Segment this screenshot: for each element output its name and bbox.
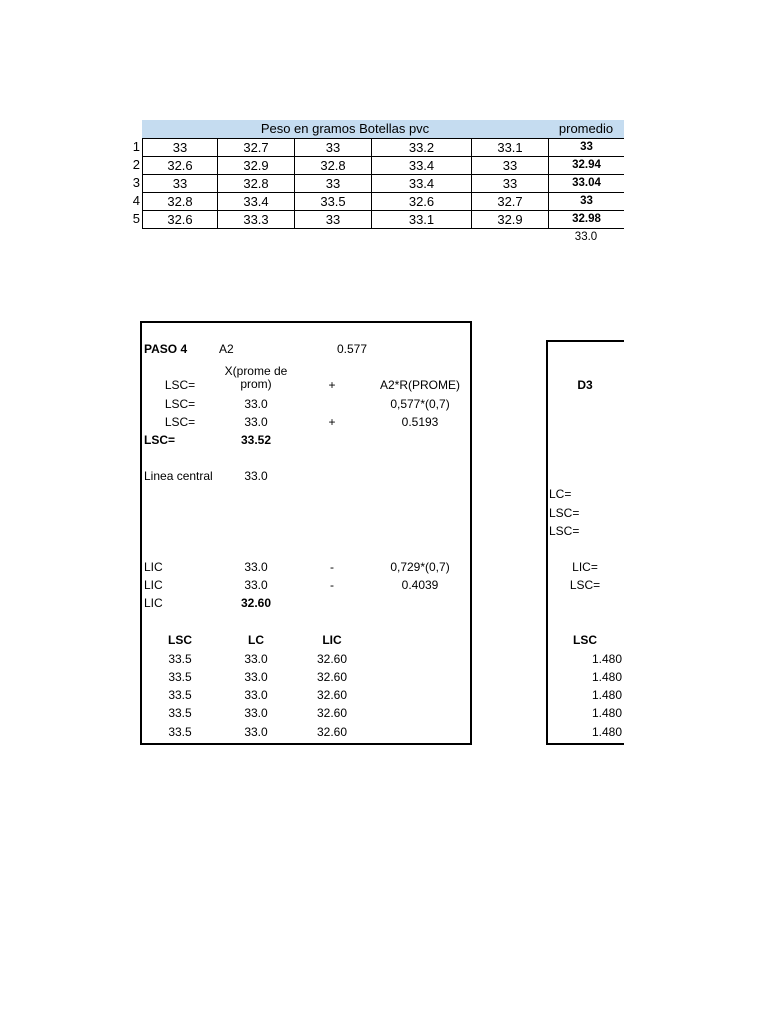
a2-label: A2: [219, 342, 234, 356]
table-row: [143, 193, 625, 211]
table-row: [143, 175, 625, 193]
weight-cell[interactable]: 33: [472, 157, 549, 175]
weight-cell[interactable]: 32.9: [218, 157, 295, 175]
average-cell[interactable]: 33: [549, 139, 625, 157]
weight-cell[interactable]: 33: [295, 175, 372, 193]
table-row: [143, 211, 625, 229]
weight-cell[interactable]: 33: [295, 211, 372, 229]
weight-cell[interactable]: 33.3: [218, 211, 295, 229]
lc-cell: 33.0: [244, 688, 268, 702]
table-row: [143, 139, 625, 157]
x-value: 33.0: [244, 560, 268, 574]
lc-cell: 33.0: [244, 652, 268, 666]
weight-cell[interactable]: 33.4: [218, 193, 295, 211]
lic-cell: 32.60: [316, 688, 348, 702]
lic-cell: 32.60: [316, 725, 348, 739]
x-value: 33.0: [244, 578, 268, 592]
paso-title: PASO 4: [144, 342, 188, 356]
average-cell[interactable]: 32.94: [549, 157, 625, 175]
lsc-label: LSC=: [549, 524, 580, 538]
center-line-label: Linea central: [144, 469, 213, 483]
lsc-cell: 33.5: [168, 670, 192, 684]
x-value: 33.0: [244, 415, 268, 429]
weight-cell[interactable]: 33.5: [295, 193, 372, 211]
lic-label: LIC: [144, 560, 163, 574]
table-row: [143, 157, 625, 175]
row-number: 5: [132, 211, 140, 226]
x-prom-line-1: X(prome de: [224, 364, 288, 378]
lsc-label: LSC=: [164, 378, 196, 392]
lc-cell: 33.0: [244, 706, 268, 720]
col-header-lc: LC: [248, 633, 264, 647]
lsc-label: LSC=: [164, 397, 196, 411]
lic-label: LIC: [144, 596, 163, 610]
row-number: 1: [132, 139, 140, 154]
lsc-label: LSC=: [144, 433, 176, 447]
x-value: 33.0: [244, 397, 268, 411]
weight-cell[interactable]: 32.8: [295, 157, 372, 175]
formula-value: 0,577*(0,7): [390, 397, 450, 411]
lsc-result: 33.52: [240, 433, 272, 447]
minus-sign: -: [330, 578, 334, 592]
lsc-cell: 33.5: [168, 706, 192, 720]
lsc-cell: 33.5: [168, 688, 192, 702]
lc-cell: 33.0: [244, 670, 268, 684]
row-number: 3: [132, 175, 140, 190]
lsc-label: LSC=: [164, 415, 196, 429]
formula-header: A2*R(PROME): [379, 378, 460, 392]
formula-value: 0.4039: [401, 578, 439, 592]
weight-cell[interactable]: 32.6: [143, 157, 218, 175]
lc-cell: 33.0: [244, 725, 268, 739]
lsc-label: LSC=: [549, 506, 580, 520]
col-header-lsc: LSC: [573, 633, 597, 647]
lsc-cell: 1.480: [591, 688, 622, 702]
lc-label: LC=: [549, 487, 572, 501]
d3-label: D3: [577, 378, 593, 392]
x-prom-line-2: prom): [240, 377, 272, 391]
weight-cell[interactable]: 32.9: [472, 211, 549, 229]
weight-cell[interactable]: 33.2: [372, 139, 472, 157]
weight-cell[interactable]: 32.6: [143, 211, 218, 229]
center-line-value: 33.0: [244, 469, 268, 483]
x-prom-header: [215, 365, 297, 391]
col-header-lic: LIC: [322, 633, 342, 647]
weight-cell[interactable]: 32.8: [143, 193, 218, 211]
weight-cell[interactable]: 33.1: [372, 211, 472, 229]
average-cell[interactable]: 33: [549, 193, 625, 211]
weight-cell[interactable]: 33.1: [472, 139, 549, 157]
average-cell[interactable]: 33.04: [549, 175, 625, 193]
weight-cell[interactable]: 33: [143, 175, 218, 193]
lic-label: LIC: [144, 578, 163, 592]
weight-cell[interactable]: 33: [143, 139, 218, 157]
weight-cell[interactable]: 33: [472, 175, 549, 193]
lic-cell: 32.60: [316, 670, 348, 684]
lic-cell: 32.60: [316, 652, 348, 666]
lsc-cell: 1.480: [591, 706, 622, 720]
plus-sign: +: [328, 378, 336, 392]
lsc-cell: 33.5: [168, 725, 192, 739]
table-title: Peso en gramos Botellas pvc: [260, 121, 430, 136]
formula-value: 0,729*(0,7): [390, 560, 450, 574]
weight-cell[interactable]: 32.7: [218, 139, 295, 157]
grand-average: 33.0: [574, 231, 598, 243]
average-cell[interactable]: 32.98: [549, 211, 625, 229]
lsc-cell: 1.480: [591, 670, 622, 684]
lsc-cell: 33.5: [168, 652, 192, 666]
formula-value: 0.5193: [401, 415, 439, 429]
weight-cell[interactable]: 33.4: [372, 157, 472, 175]
lsc-cell: 1.480: [591, 652, 622, 666]
lic-cell: 32.60: [316, 706, 348, 720]
a2-value: 0.577: [337, 342, 368, 356]
average-header: promedio: [558, 121, 614, 136]
lic-label: LIC=: [572, 560, 598, 574]
weight-cell[interactable]: 32.6: [372, 193, 472, 211]
plus-sign: +: [328, 415, 336, 429]
lic-result: 32.60: [240, 596, 272, 610]
col-header-lsc: LSC: [168, 633, 192, 647]
weight-cell[interactable]: 33: [295, 139, 372, 157]
minus-sign: -: [330, 560, 334, 574]
lsc-label: LSC=: [569, 578, 601, 592]
page-clip-edge: [624, 0, 768, 1024]
row-number: 4: [132, 193, 140, 208]
weight-cell[interactable]: 33.4: [372, 175, 472, 193]
lsc-cell: 1.480: [591, 725, 622, 739]
weights-table: [142, 138, 625, 229]
weight-cell[interactable]: 32.7: [472, 193, 549, 211]
weight-cell[interactable]: 32.8: [218, 175, 295, 193]
row-number: 2: [132, 157, 140, 172]
